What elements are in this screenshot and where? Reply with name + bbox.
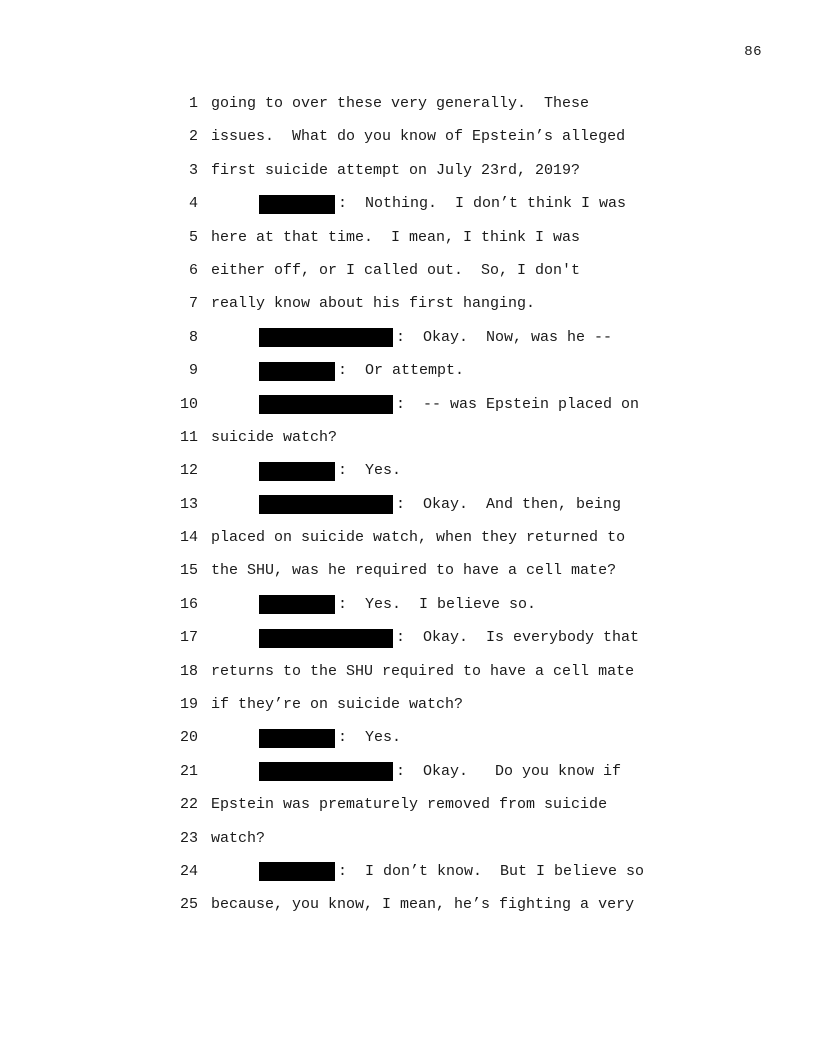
- speaker-line: [259, 326, 612, 350]
- transcript-line: [0, 159, 816, 192]
- speaker-line: [259, 192, 626, 216]
- line-number: 4: [188, 195, 198, 213]
- line-number: 9: [188, 362, 198, 380]
- line-text: placed on suicide watch, when they returned to: [211, 529, 626, 547]
- transcript-line: [0, 760, 816, 793]
- line-text: the SHU, was he required to have a cell mate?: [211, 562, 617, 580]
- line-number: 12: [179, 462, 198, 480]
- transcript-line: [0, 426, 816, 459]
- line-number: 23: [179, 829, 198, 847]
- speaker-line: [259, 593, 536, 617]
- line-text: going to over these very generally. These: [211, 95, 590, 112]
- line-text: : -- was Epstein placed on: [396, 395, 640, 413]
- redacted-speaker-name: [259, 362, 335, 381]
- line-text: : Yes.: [338, 462, 402, 480]
- line-text: : Okay. Now, was he --: [396, 328, 613, 346]
- transcript-line: [0, 860, 816, 893]
- transcript-line: [0, 359, 816, 392]
- line-text: issues. What do you know of Epstein’s alleged: [211, 128, 626, 146]
- line-number: 2: [188, 128, 198, 146]
- line-text: : Yes.: [338, 729, 402, 747]
- transcript-line: [0, 793, 816, 826]
- transcript-line: [0, 326, 816, 359]
- line-text: : Yes. I believe so.: [338, 595, 537, 613]
- line-number: 21: [179, 762, 198, 780]
- redacted-speaker-name: [259, 629, 393, 648]
- line-text: Epstein was prematurely removed from suicide: [211, 796, 608, 814]
- line-number: 5: [188, 228, 198, 246]
- transcript-line: [0, 125, 816, 158]
- redacted-speaker-name: [259, 495, 393, 514]
- speaker-line: [259, 493, 621, 517]
- line-number: 19: [179, 696, 198, 714]
- line-number: 6: [188, 261, 198, 279]
- page-number: 86: [744, 44, 762, 60]
- transcript-line: [0, 693, 816, 726]
- transcript-line: [0, 526, 816, 559]
- line-number: 14: [179, 529, 198, 547]
- line-text: : Okay. Is everybody that: [396, 629, 640, 647]
- line-text: watch?: [211, 829, 266, 847]
- speaker-line: [259, 393, 639, 417]
- line-text: : Okay. And then, being: [396, 495, 622, 513]
- line-number: 24: [179, 862, 198, 880]
- redacted-speaker-name: [259, 762, 393, 781]
- speaker-line: [259, 459, 401, 483]
- line-text: because, you know, I mean, he’s fighting a very: [211, 896, 635, 914]
- line-text: : Okay. Do you know if: [396, 762, 622, 780]
- line-number: 1: [188, 95, 198, 112]
- line-text: returns to the SHU required to have a cell mate: [211, 662, 635, 680]
- transcript-line: [0, 559, 816, 592]
- transcript-line: [0, 593, 816, 626]
- speaker-line: [259, 760, 621, 784]
- transcript-line: [0, 393, 816, 426]
- line-text: : I don’t know. But I believe so: [338, 862, 645, 880]
- transcript-line: [0, 726, 816, 759]
- line-text: : Nothing. I don’t think I was: [338, 195, 627, 213]
- transcript-line: [0, 259, 816, 292]
- transcript-line: [0, 92, 816, 125]
- redacted-speaker-name: [259, 195, 335, 214]
- line-text: suicide watch?: [211, 428, 338, 446]
- speaker-line: [259, 626, 639, 650]
- line-number: 25: [179, 896, 198, 914]
- speaker-line: [259, 726, 401, 750]
- transcript-line: [0, 827, 816, 860]
- line-number: 16: [179, 595, 198, 613]
- line-number: 18: [179, 662, 198, 680]
- transcript-line: [0, 626, 816, 659]
- redacted-speaker-name: [259, 328, 393, 347]
- line-number: 17: [179, 629, 198, 647]
- line-number: 8: [188, 328, 198, 346]
- transcript-body: [0, 92, 816, 927]
- line-number: 13: [179, 495, 198, 513]
- line-number: 20: [179, 729, 198, 747]
- redacted-speaker-name: [259, 862, 335, 881]
- line-text: if they’re on suicide watch?: [211, 696, 464, 714]
- transcript-line: [0, 493, 816, 526]
- transcript-line: [0, 459, 816, 492]
- line-text: first suicide attempt on July 23rd, 2019?: [211, 161, 581, 179]
- redacted-speaker-name: [259, 729, 335, 748]
- line-text: : Or attempt.: [338, 362, 465, 380]
- transcript-line: [0, 226, 816, 259]
- transcript-line: [0, 893, 816, 926]
- transcript-line: [0, 192, 816, 225]
- line-number: 22: [179, 796, 198, 814]
- line-number: 11: [179, 428, 198, 446]
- line-number: 15: [179, 562, 198, 580]
- redacted-speaker-name: [259, 595, 335, 614]
- line-number: 10: [179, 395, 198, 413]
- redacted-speaker-name: [259, 462, 335, 481]
- redacted-speaker-name: [259, 395, 393, 414]
- line-text: really know about his first hanging.: [211, 295, 536, 313]
- transcript-line: [0, 660, 816, 693]
- line-text: here at that time. I mean, I think I was: [211, 228, 581, 246]
- line-number: 3: [188, 161, 198, 179]
- line-number: 7: [188, 295, 198, 313]
- speaker-line: [259, 359, 464, 383]
- speaker-line: [259, 860, 644, 884]
- line-text: either off, or I called out. So, I don't: [211, 261, 581, 279]
- transcript-line: [0, 292, 816, 325]
